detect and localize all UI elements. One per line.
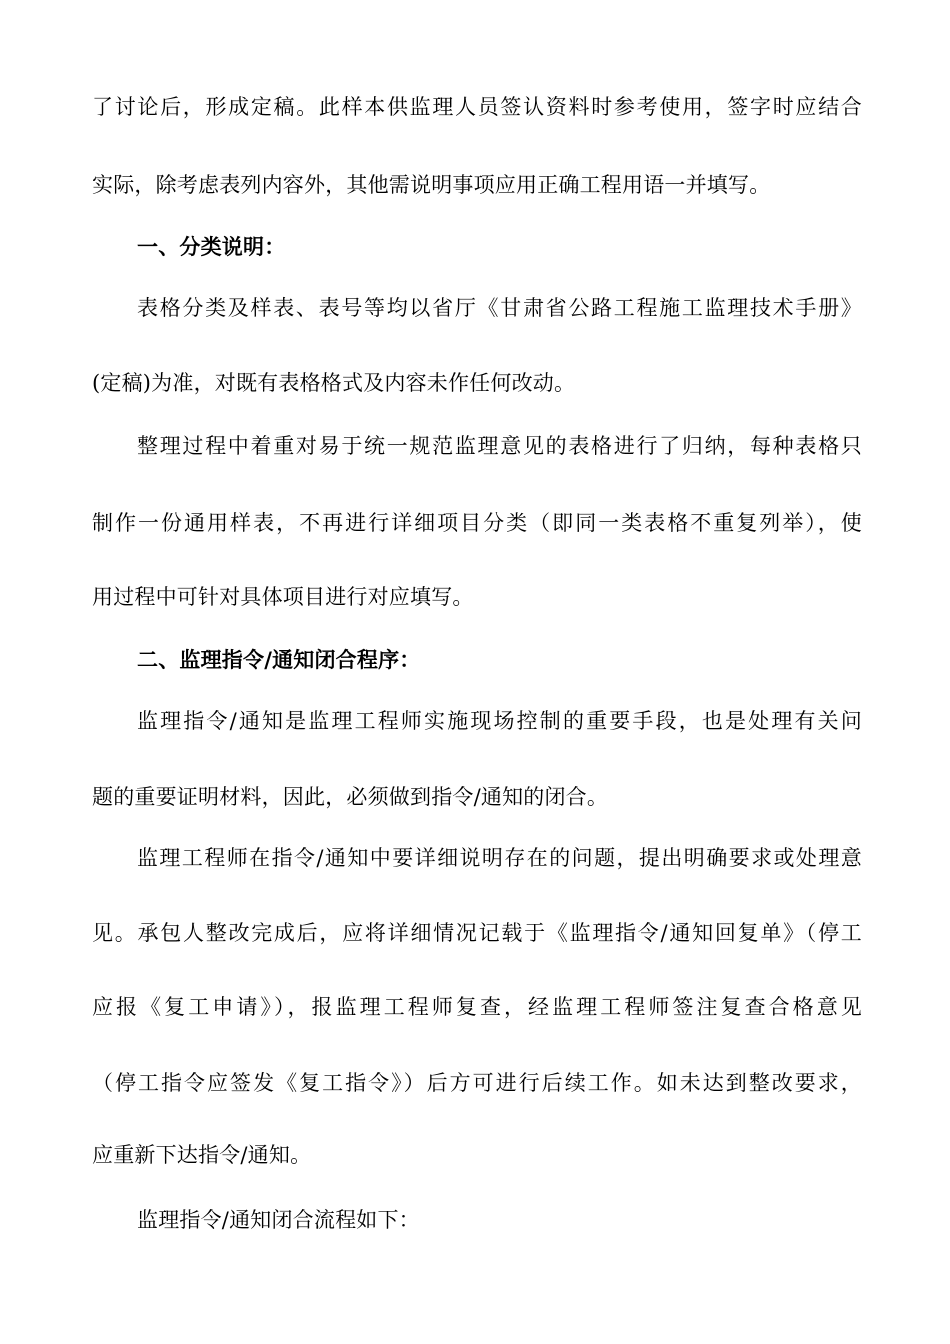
paragraph-line: 制作一份通用样表，不再进行详细项目分类（即同一类表格不重复列举），使 — [92, 511, 862, 535]
paragraph-line: 监理工程师在指令/通知中要详细说明存在的问题，提出明确要求或处理意 — [137, 846, 862, 870]
paragraph-line: 监理指令/通知闭合流程如下： — [137, 1208, 420, 1232]
section-heading-classification: 一、分类说明： — [137, 234, 286, 259]
paragraph-line: 用过程中可针对具体项目进行对应填写。 — [92, 585, 474, 609]
paragraph-line: 应重新下达指令/通知。 — [92, 1143, 312, 1167]
paragraph-line: （停工指令应签发《复工指令》）后方可进行后续工作。如未达到整改要求， — [92, 1071, 862, 1095]
section-heading-closure-procedure: 二、监理指令/通知闭合程序： — [137, 647, 421, 672]
paragraph-line: (定稿)为准，对既有表格格式及内容未作任何改动。 — [92, 371, 576, 395]
paragraph-line: 实际，除考虑表列内容外，其他需说明事项应用正确工程用语一并填写。 — [92, 173, 771, 197]
paragraph-line: 应报《复工申请》），报监理工程师复查，经监理工程师签注复查合格意见 — [92, 995, 862, 1019]
paragraph-line: 表格分类及样表、表号等均以省厅《甘肃省公路工程施工监理技术手册》 — [137, 296, 862, 320]
paragraph-line: 题的重要证明材料，因此，必须做到指令/通知的闭合。 — [92, 785, 609, 809]
paragraph-line: 了讨论后，形成定稿。此样本供监理人员签认资料时参考使用，签字时应结合 — [92, 95, 862, 119]
paragraph-line: 见。承包人整改完成后，应将详细情况记载于《监理指令/通知回复单》（停工 — [92, 921, 862, 945]
paragraph-line: 整理过程中着重对易于统一规范监理意见的表格进行了归纳，每种表格只 — [137, 434, 862, 458]
paragraph-line: 监理指令/通知是监理工程师实施现场控制的重要手段，也是处理有关问 — [137, 709, 862, 733]
